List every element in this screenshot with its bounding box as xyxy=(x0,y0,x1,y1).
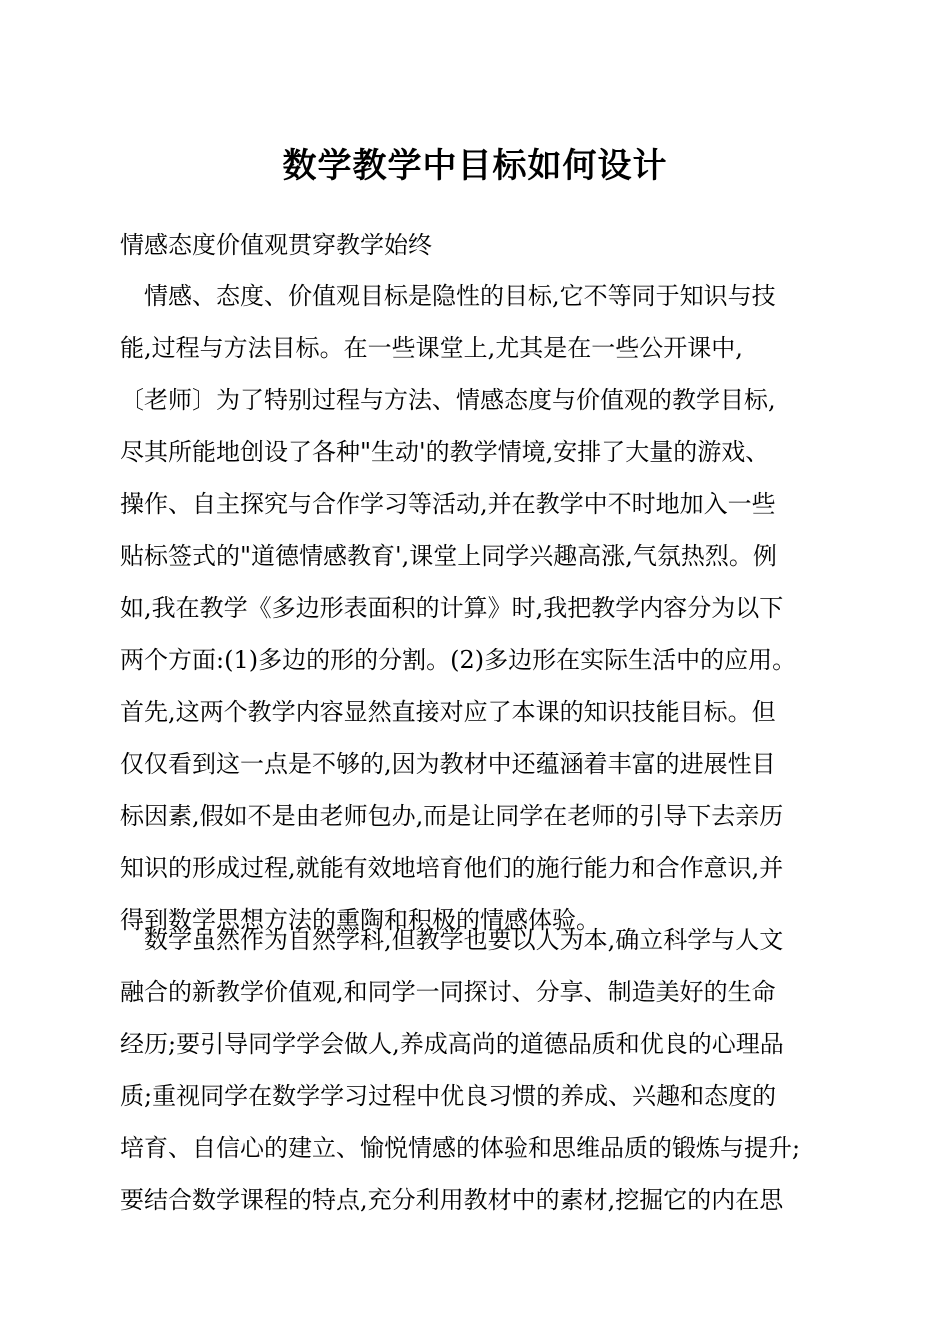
page-title: 数学教学中目标如何设计 xyxy=(282,146,668,186)
paragraph-line: 经历;要引导同学学会做人,养成高尚的道德品质和优良的心理品 xyxy=(120,1030,784,1058)
paragraph-line: 如,我在教学《多边形表面积的计算》时,我把教学内容分为以下 xyxy=(120,594,784,622)
paragraph-2 xyxy=(120,914,840,1226)
paragraph-line: 情感、态度、价值观目标是隐性的目标,它不等同于知识与技 xyxy=(120,282,776,310)
paragraph-line: 〔老师〕为了特别过程与方法、情感态度与价值观的教学目标, xyxy=(120,386,776,414)
paragraph-line: 首先,这两个教学内容显然直接对应了本课的知识技能目标。但 xyxy=(120,698,776,726)
paragraph-line: 操作、自主探究与合作学习等活动,并在教学中不时地加入一些 xyxy=(120,490,776,518)
paragraph-line: 尽其所能地创设了各种"生动'的教学情境,安排了大量的游戏、 xyxy=(120,438,770,466)
paragraph-line: 培育、自信心的建立、愉悦情感的体验和思维品质的锻炼与提升; xyxy=(120,1134,801,1162)
paragraph-line: 仅仅看到这一点是不够的,因为教材中还蕴涵着丰富的进展性目 xyxy=(120,750,776,778)
paragraph-1 xyxy=(120,270,840,946)
paragraph-line: 能,过程与方法目标。在一些课堂上,尤其是在一些公开课中, xyxy=(120,334,743,362)
paragraph-line: 知识的形成过程,就能有效地培育他们的施行能力和合作意识,并 xyxy=(120,854,784,882)
paragraph-line: 标因素,假如不是由老师包办,而是让同学在老师的引导下去亲历 xyxy=(120,802,784,830)
section-heading: 情感态度价值观贯穿教学始终 xyxy=(120,231,432,259)
paragraph-line: 贴标签式的"道德情感教育',课堂上同学兴趣高涨,气氛热烈。例 xyxy=(120,542,777,570)
paragraph-line: 数学虽然作为自然学科,但教学也要以人为本,确立科学与人文 xyxy=(120,926,784,954)
paragraph-line: 质;重视同学在数学学习过程中优良习惯的养成、兴趣和态度的 xyxy=(120,1082,777,1110)
paragraph-line: 得到数学思想方法的熏陶和积极的情感体验。 xyxy=(120,906,600,934)
paragraph-line: 融合的新教学价值观,和同学一同探讨、分享、制造美好的生命 xyxy=(120,978,776,1006)
paragraph-line: 两个方面:(1)多边的形的分割。(2)多边形在实际生活中的应用。 xyxy=(120,646,797,674)
paragraph-line: 要结合数学课程的特点,充分利用教材中的素材,挖掘它的内在思 xyxy=(120,1186,784,1214)
